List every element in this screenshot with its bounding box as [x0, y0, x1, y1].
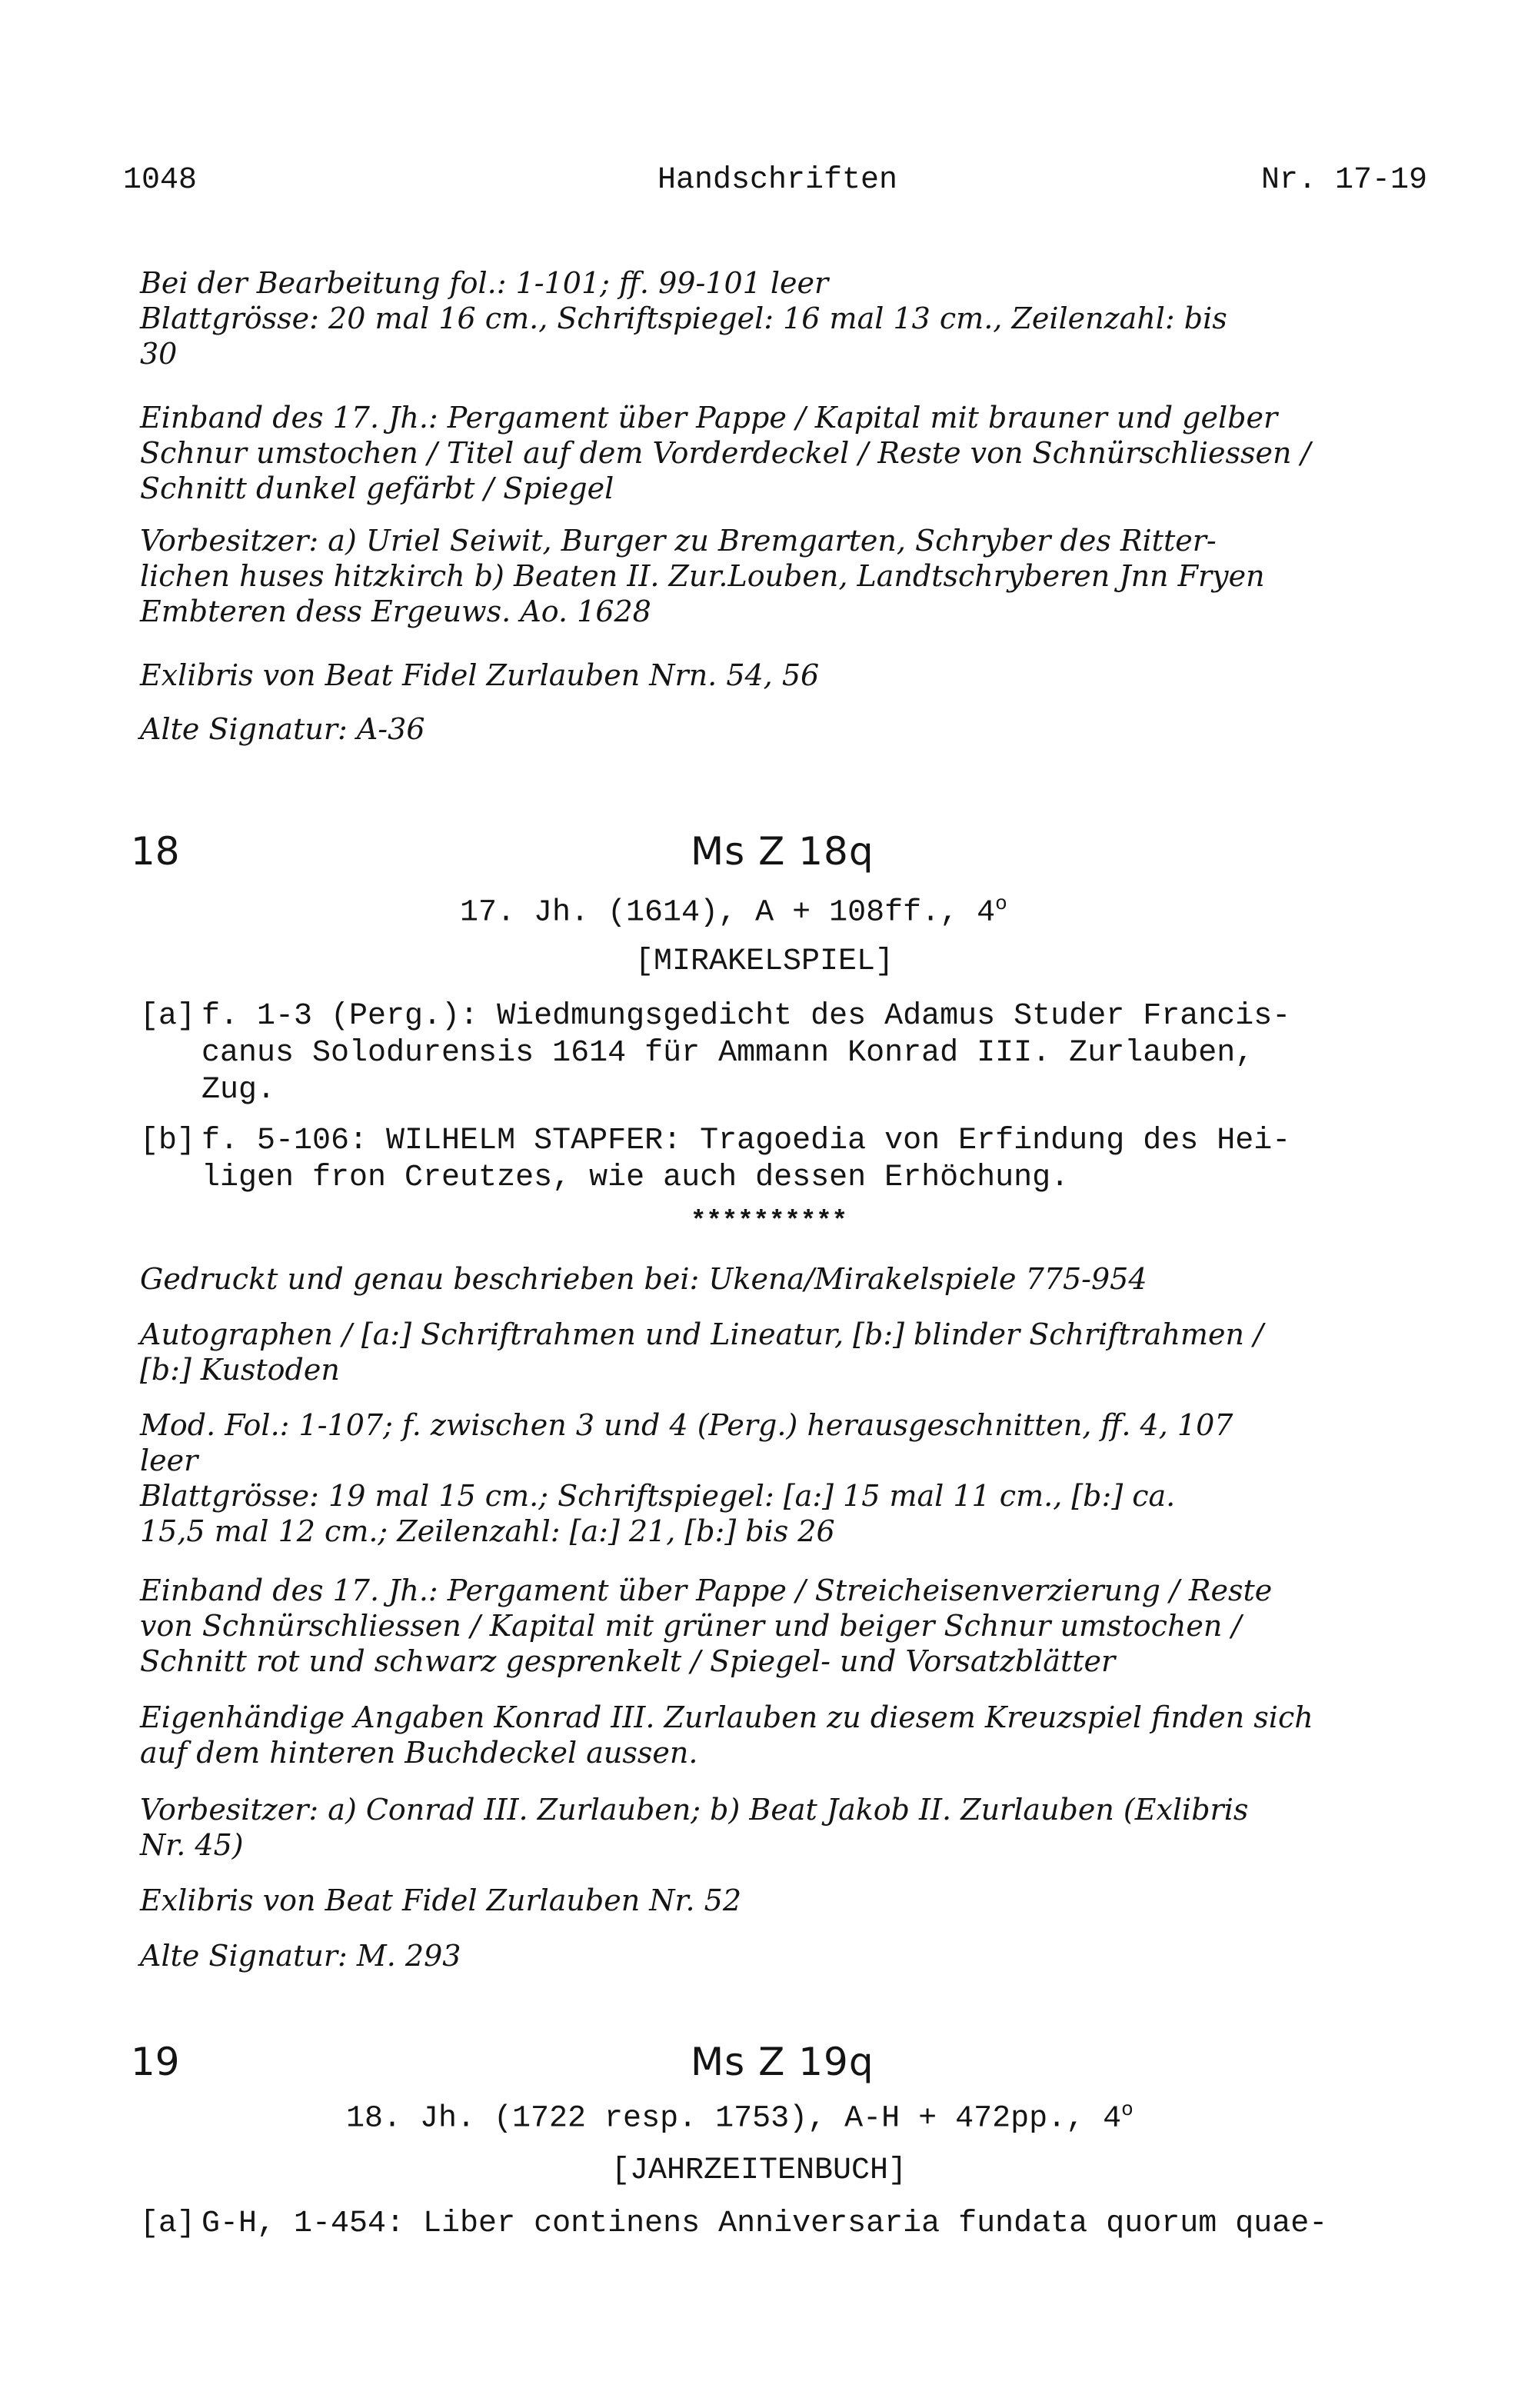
- vorbesitzer-line-3: Embteren dess Ergeuws. Ao. 1628: [140, 595, 651, 628]
- entry17-signatur: [140, 711, 1440, 747]
- vorbesitzer-line-1: Vorbesitzer: a) Conrad III. Zurlauben; b) Beat Jakob II. Zurlauben (Exlibris: [140, 1793, 1249, 1827]
- entry18-modfol: [140, 1407, 1440, 1549]
- entry18-autographen: [140, 1317, 1440, 1387]
- exlibris-line: Exlibris von Beat Fidel Zurlauben Nrn. 54, 56: [140, 658, 820, 692]
- format-superscript: o: [1121, 2098, 1134, 2121]
- einband-line-1: Einband des 17. Jh.: Pergament über Pappe / Kapital mit brauner und gelber: [140, 401, 1278, 435]
- entry18-item-a: [140, 998, 1440, 1114]
- format-superscript: o: [995, 892, 1007, 915]
- item-tag: [b]: [140, 1124, 196, 1158]
- exlibris-line: Exlibris von Beat Fidel Zurlauben Nr. 52: [140, 1883, 742, 1917]
- entry19-date-line: [346, 2098, 1134, 2136]
- entry17-details: [140, 265, 1440, 371]
- einband-line-2: von Schnürschliessen / Kapital mit grüner und beiger Schnur umstochen /: [140, 1609, 1242, 1643]
- entry18-einband: [140, 1573, 1440, 1679]
- item-text: G-H, 1-454: Liber continens Anniversaria fundata quorum quae-: [201, 2207, 1328, 2241]
- entry18-exlibris: [140, 1883, 1440, 1918]
- blatt-line-1: Blattgrösse: 19 mal 15 cm.; Schriftspiegel: [a:] 15 mal 11 cm., [b:] ca.: [140, 1479, 1176, 1513]
- item-tag: [a]: [140, 999, 196, 1034]
- entry19-number: 19: [131, 2040, 180, 2084]
- item-line: Zug.: [201, 1073, 276, 1107]
- item-line: f. 1-3 (Perg.): Wiedmungsgedicht des Adamus Studer Francis-: [201, 999, 1291, 1034]
- entry18-signatur: [140, 1938, 1440, 1973]
- entry18-vorbesitzer: [140, 1792, 1440, 1863]
- gedruckt-line: Gedruckt und genau beschrieben bei: Ukena/Mirakelspiele 775-954: [140, 1262, 1147, 1296]
- vorbesitzer-line-2: lichen huses hitzkirch b) Beaten II. Zur.Louben, Landtschryberen Jnn Fryen: [140, 559, 1265, 593]
- date-text: 17. Jh. (1614), A + 108ff., 4: [460, 895, 996, 931]
- page-number: 1048: [123, 163, 198, 198]
- item-line: canus Solodurensis 1614 für Ammann Konrad III. Zurlauben,: [201, 1036, 1254, 1071]
- entry19-title: [JAHRZEITENBUCH]: [611, 2153, 907, 2188]
- entry-range: Nr. 17-19: [1261, 163, 1428, 198]
- item-text: [201, 1123, 1440, 1197]
- einband-line-3: Schnitt dunkel gefärbt / Spiegel: [140, 471, 614, 505]
- date-text: 18. Jh. (1722 resp. 1753), A-H + 472pp., 4: [346, 2101, 1122, 2137]
- blatt-line-2: 15,5 mal 12 cm.; Zeilenzahl: [a:] 21, [b:] bis 26: [140, 1514, 835, 1548]
- entry18-shelfmark: Ms Z 18q: [691, 829, 874, 874]
- eigen-line-1: Eigenhändige Angaben Konrad III. Zurlauben zu diesem Kreuzspiel finden sich: [140, 1700, 1313, 1734]
- entry18-date-line: [460, 892, 1007, 930]
- entry18-eigenhaendig: [140, 1700, 1440, 1770]
- entry18-title: [MIRAKELSPIEL]: [635, 944, 894, 979]
- vorbesitzer-line-2: Nr. 45): [140, 1828, 244, 1862]
- entry17-exlibris: [140, 658, 1440, 693]
- autographen-line-1: Autographen / [a:] Schriftrahmen und Lineatur, [b:] blinder Schriftrahmen /: [140, 1317, 1263, 1351]
- entry17-einband: [140, 400, 1440, 506]
- entry18-item-b: [140, 1123, 1440, 1200]
- entry18-number: 18: [131, 829, 180, 874]
- separator-stars: **********: [691, 1207, 848, 1237]
- vorbesitzer-line-1: Vorbesitzer: a) Uriel Seiwit, Burger zu Bremgarten, Schryber des Ritter-: [140, 524, 1217, 558]
- einband-line-1: Einband des 17. Jh.: Pergament über Pappe / Streicheisenverzierung / Reste: [140, 1574, 1273, 1607]
- item-text: [201, 998, 1440, 1109]
- entry19-item-a: [140, 2206, 1478, 2249]
- einband-line-2: Schnur umstochen / Titel auf dem Vorderdeckel / Reste von Schnürschliessen /: [140, 436, 1311, 470]
- einband-line-3: Schnitt rot und schwarz gesprenkelt / Spiegel- und Vorsatzblätter: [140, 1644, 1116, 1678]
- item-tag: [a]: [140, 2207, 196, 2241]
- running-title: Handschriften: [657, 163, 898, 198]
- blatt-line-2: 30: [140, 337, 178, 371]
- eigen-line-2: auf dem hinteren Buchdeckel aussen.: [140, 1736, 698, 1770]
- autographen-line-2: [b:] Kustoden: [140, 1353, 340, 1387]
- item-line: ligen fron Creutzes, wie auch dessen Erhöchung.: [201, 1161, 1070, 1195]
- modfol-line-2: leer: [140, 1444, 198, 1477]
- blatt-line-1: Blattgrösse: 20 mal 16 cm., Schriftspiegel: 16 mal 13 cm., Zeilenzahl: bis: [140, 301, 1227, 335]
- folio-line: Bei der Bearbeitung fol.: 1-101; ff. 99-101 leer: [140, 266, 829, 300]
- modfol-line-1: Mod. Fol.: 1-107; f. zwischen 3 und 4 (Perg.) herausgeschnitten, ff. 4, 107: [140, 1408, 1233, 1442]
- signatur-line: Alte Signatur: A-36: [140, 712, 425, 746]
- signatur-line: Alte Signatur: M. 293: [140, 1939, 461, 1973]
- item-line: f. 5-106: WILHELM STAPFER: Tragoedia von Erfindung des Hei-: [201, 1124, 1291, 1158]
- entry19-shelfmark: Ms Z 19q: [691, 2040, 874, 2084]
- entry17-vorbesitzer: [140, 523, 1440, 629]
- entry18-gedruckt: [140, 1261, 1440, 1297]
